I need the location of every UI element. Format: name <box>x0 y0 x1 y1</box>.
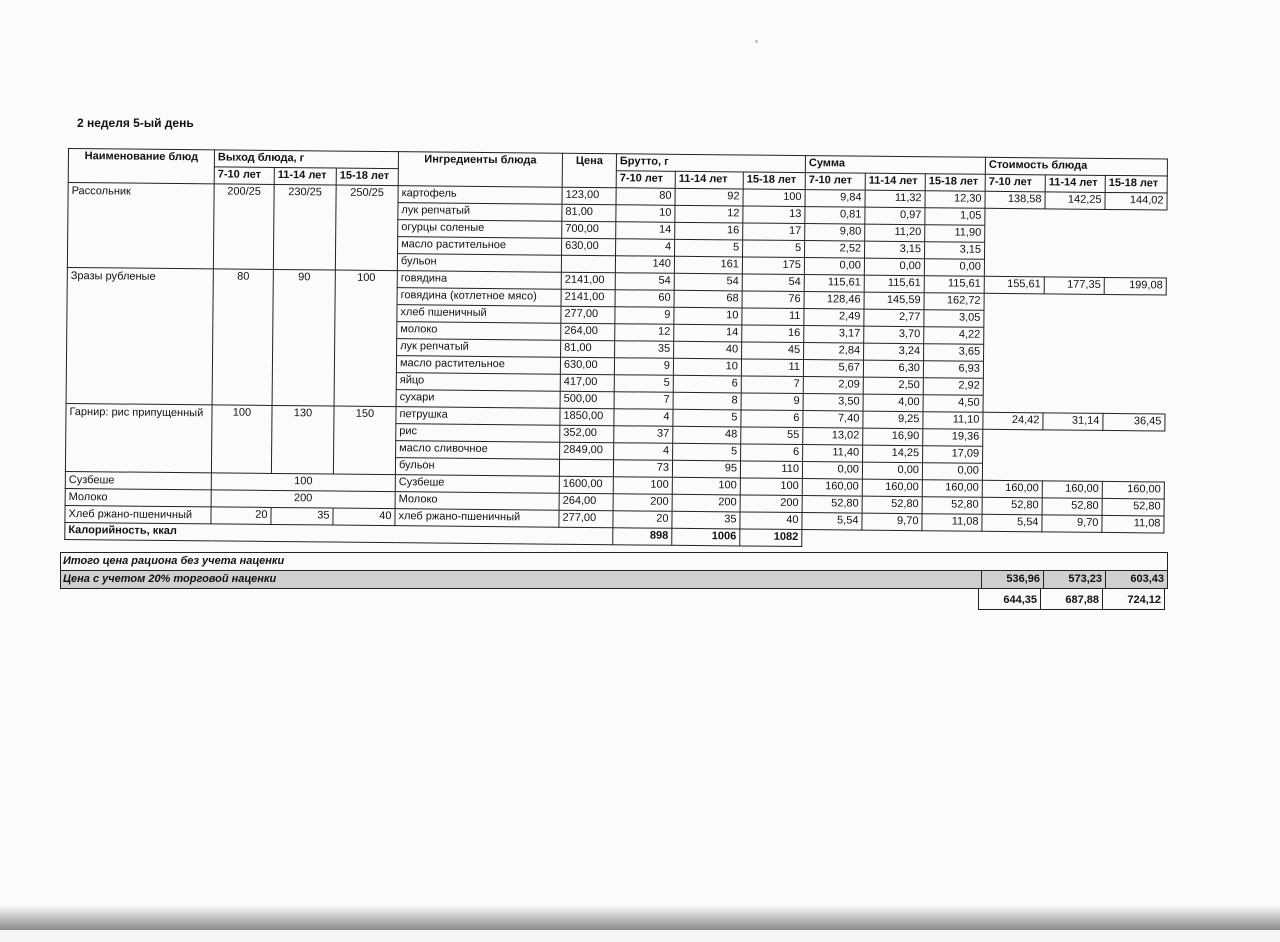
brutto-7-10: 14 <box>616 222 675 240</box>
header-price: Цена <box>562 153 616 188</box>
brutto-15-18: 11 <box>741 359 803 377</box>
dish-cost-7-10: 138,58 <box>985 191 1045 209</box>
ingredient-price: 630,00 <box>562 238 616 256</box>
sum-15-18: 11,90 <box>925 225 985 243</box>
ingredient-name: хлеб ржано-пшеничный <box>395 509 559 528</box>
ingredient-name: картофель <box>398 186 562 205</box>
sum-15-18: 3,65 <box>924 344 984 362</box>
header-brutto-age-7-10: 7-10 лет <box>616 171 675 189</box>
ingredient-name: рис <box>396 424 560 443</box>
brutto-15-18: 40 <box>740 512 802 530</box>
brutto-11-14: 6 <box>673 375 741 393</box>
header-out-age-15-18: 15-18 лет <box>336 168 398 186</box>
brutto-15-18: 54 <box>742 274 804 292</box>
brutto-11-14: 5 <box>673 443 741 461</box>
dish-output-15-18: 250/25 <box>335 185 398 271</box>
ingredient-name: масло растительное <box>398 237 562 256</box>
sum-7-10: 5,54 <box>802 513 862 531</box>
dish-cost-15-18: 199,08 <box>1104 277 1166 295</box>
sum-11-14: 9,70 <box>862 513 922 531</box>
dish-output-15-18: 100 <box>334 270 397 407</box>
dish-cost-7-10: 24,42 <box>983 412 1043 430</box>
brutto-15-18: 76 <box>742 291 804 309</box>
brutto-15-18: 6 <box>741 444 803 462</box>
sum-11-14: 16,90 <box>863 428 923 446</box>
ingredient-price: 352,00 <box>560 425 614 443</box>
brutto-15-18: 9 <box>741 393 803 411</box>
total-markup-15-18: 724,12 <box>1103 589 1165 609</box>
brutto-11-14: 95 <box>672 460 740 478</box>
dish-output-15-18: 150 <box>333 406 396 475</box>
brutto-7-10: 4 <box>616 239 675 257</box>
brutto-11-14: 161 <box>674 256 742 274</box>
ingredient-name: масло растительное <box>396 356 560 375</box>
header-output: Выход блюда, г <box>214 150 398 169</box>
ingredient-name: говядина <box>397 271 561 290</box>
dish-output-7-10: 100 <box>211 405 272 474</box>
brutto-15-18: 17 <box>743 223 805 241</box>
dish-output: 100 <box>211 473 395 492</box>
brutto-11-14: 35 <box>672 511 740 529</box>
dish-cost-11-14: 142,25 <box>1045 192 1105 210</box>
brutto-7-10: 35 <box>615 341 674 359</box>
total-no-markup-15-18: 603,43 <box>1105 571 1167 588</box>
ingredient-price: 2849,00 <box>560 442 614 460</box>
ingredient-price: 264,00 <box>561 323 615 341</box>
header-sum-age-15-18: 15-18 лет <box>925 174 985 192</box>
dish-output-7-10: 200/25 <box>213 184 274 270</box>
sum-7-10: 0,81 <box>805 207 865 225</box>
sum-15-18: 0,00 <box>924 259 984 277</box>
brutto-7-10: 100 <box>613 477 672 495</box>
document-title: 2 неделя 5-ый день <box>77 116 194 130</box>
brutto-7-10: 73 <box>613 460 672 478</box>
brutto-7-10: 200 <box>613 494 672 512</box>
brutto-15-18: 55 <box>741 427 803 445</box>
dish-output-11-14: 230/25 <box>273 184 336 270</box>
header-cost-age-11-14: 11-14 лет <box>1045 175 1105 193</box>
dish-output-15-18: 40 <box>333 508 395 526</box>
ingredient-price: 123,00 <box>562 187 616 205</box>
sum-11-14: 3,70 <box>864 326 924 344</box>
header-dish-name: Наименование блюд <box>68 148 214 183</box>
dish-cost-11-14: 177,35 <box>1044 277 1104 295</box>
sum-11-14: 2,50 <box>863 377 923 395</box>
dish-cost-11-14: 160,00 <box>1042 481 1102 499</box>
dish-output-11-14: 130 <box>271 405 334 474</box>
dish-output-7-10: 80 <box>212 269 273 406</box>
brutto-7-10: 5 <box>614 375 673 393</box>
total-no-markup-values <box>981 571 1167 588</box>
dish-name: Хлеб ржано-пшеничный <box>65 505 211 523</box>
sum-7-10: 9,84 <box>805 190 865 208</box>
dish-cost-7-10: 160,00 <box>982 480 1042 498</box>
sum-7-10: 2,09 <box>803 377 863 395</box>
sum-11-14: 0,97 <box>865 207 925 225</box>
sum-11-14: 9,25 <box>863 411 923 429</box>
brutto-15-18: 200 <box>740 495 802 513</box>
dish-cost-11-14: 31,14 <box>1043 413 1103 431</box>
sum-7-10: 2,84 <box>804 343 864 361</box>
sum-7-10: 2,49 <box>804 309 864 327</box>
brutto-7-10: 140 <box>615 256 674 274</box>
ingredient-price: 2141,00 <box>561 272 615 290</box>
total-no-markup-7-10: 536,96 <box>981 571 1043 588</box>
cost-filler <box>982 429 1164 482</box>
brutto-15-18: 5 <box>743 240 805 258</box>
sum-11-14: 115,61 <box>864 275 924 293</box>
sum-15-18: 6,93 <box>923 361 983 379</box>
brutto-7-10: 4 <box>614 409 673 427</box>
ingredient-price: 277,00 <box>561 306 615 324</box>
dish-cost-11-14: 52,80 <box>1042 498 1102 516</box>
sum-15-18: 12,30 <box>925 191 985 209</box>
sum-15-18: 11,10 <box>923 412 983 430</box>
sum-7-10: 9,80 <box>805 224 865 242</box>
dish-cost-15-18: 11,08 <box>1102 515 1164 533</box>
sum-11-14: 6,30 <box>863 360 923 378</box>
dish-output-11-14: 90 <box>272 269 335 406</box>
sum-7-10: 52,80 <box>802 496 862 514</box>
dish-cost-7-10: 52,80 <box>982 497 1042 515</box>
brutto-15-18: 175 <box>742 257 804 275</box>
brutto-15-18: 45 <box>742 342 804 360</box>
ingredient-price: 417,00 <box>560 374 614 392</box>
brutto-15-18: 7 <box>741 376 803 394</box>
sum-15-18: 1,05 <box>925 208 985 226</box>
brutto-11-14: 40 <box>674 341 742 359</box>
ingredient-price: 81,00 <box>562 204 616 222</box>
dish-cost-11-14: 9,70 <box>1042 515 1102 533</box>
ingredient-price: 264,00 <box>559 493 613 511</box>
sum-11-14: 160,00 <box>862 479 922 497</box>
sum-7-10: 3,50 <box>803 394 863 412</box>
ingredient-name: бульон <box>397 254 561 273</box>
ingredient-name: Молоко <box>395 492 559 511</box>
brutto-7-10: 7 <box>614 392 673 410</box>
sum-7-10: 2,52 <box>805 241 865 259</box>
sum-11-14: 14,25 <box>863 445 923 463</box>
total-markup-values <box>978 588 1165 610</box>
sum-15-18: 19,36 <box>923 429 983 447</box>
brutto-11-14: 68 <box>674 290 742 308</box>
menu-table <box>64 148 1168 551</box>
ingredient-price: 81,00 <box>561 340 615 358</box>
brutto-7-10: 54 <box>615 273 674 291</box>
calories-15-18: 1082 <box>740 529 802 547</box>
sum-15-18: 11,08 <box>922 514 982 532</box>
total-no-markup-label: Итого цена рациона без учета наценки <box>63 555 285 567</box>
ingredient-name: огурцы соленые <box>398 220 562 239</box>
calories-filler <box>802 530 1164 550</box>
ingredient-price: 2141,00 <box>561 289 615 307</box>
ingredient-price: 700,00 <box>562 221 616 239</box>
total-markup-label: Цена с учетом 20% торговой наценки <box>63 573 277 585</box>
brutto-7-10: 9 <box>615 307 674 325</box>
header-sum-age-7-10: 7-10 лет <box>805 173 865 191</box>
sum-7-10: 160,00 <box>802 479 862 497</box>
total-no-markup-11-14: 573,23 <box>1043 571 1105 588</box>
dish-name: Гарнир: рис припущенный <box>65 403 212 472</box>
header-out-age-7-10: 7-10 лет <box>214 167 274 185</box>
sum-7-10: 0,00 <box>802 462 862 480</box>
sum-11-14: 52,80 <box>862 496 922 514</box>
sum-15-18: 4,22 <box>924 327 984 345</box>
brutto-7-10: 37 <box>614 426 673 444</box>
ingredient-name: лук репчатый <box>398 203 562 222</box>
sum-7-10: 13,02 <box>803 428 863 446</box>
ingredient-price: 1600,00 <box>559 476 613 494</box>
sum-15-18: 4,50 <box>923 395 983 413</box>
brutto-15-18: 13 <box>743 206 805 224</box>
brutto-11-14: 200 <box>672 494 740 512</box>
brutto-7-10: 60 <box>615 290 674 308</box>
calories-label: Калорийность, ккал <box>65 522 613 544</box>
sum-15-18: 17,09 <box>923 446 983 464</box>
brutto-7-10: 12 <box>615 324 674 342</box>
brutto-11-14: 14 <box>674 324 742 342</box>
header-cost-age-7-10: 7-10 лет <box>985 174 1045 192</box>
sum-11-14: 4,00 <box>863 394 923 412</box>
sum-11-14: 0,00 <box>864 258 924 276</box>
ingredient-name: Сузбеше <box>395 475 559 494</box>
sum-15-18: 115,61 <box>924 276 984 294</box>
dish-output-11-14: 35 <box>271 507 333 525</box>
header-cost-age-15-18: 15-18 лет <box>1105 175 1167 193</box>
ingredient-name: говядина (котлетное мясо) <box>397 288 561 307</box>
ingredient-name: хлеб пшеничный <box>397 305 561 324</box>
sum-15-18: 52,80 <box>922 497 982 515</box>
ingredient-name: лук репчатый <box>397 339 561 358</box>
sum-7-10: 128,46 <box>804 292 864 310</box>
dish-output: 200 <box>211 490 395 509</box>
brutto-7-10: 80 <box>616 188 675 206</box>
menu-table-body <box>65 148 1168 550</box>
brutto-11-14: 10 <box>674 307 742 325</box>
header-sum: Сумма <box>805 156 985 175</box>
brutto-15-18: 6 <box>741 410 803 428</box>
sum-7-10: 115,61 <box>804 275 864 293</box>
sum-7-10: 5,67 <box>803 360 863 378</box>
brutto-7-10: 9 <box>614 358 673 376</box>
brutto-7-10: 10 <box>616 205 675 223</box>
brutto-11-14: 100 <box>672 477 740 495</box>
dish-cost-15-18: 36,45 <box>1103 413 1165 431</box>
dish-cost-7-10: 5,54 <box>982 514 1042 532</box>
ingredient-price: 500,00 <box>560 391 614 409</box>
calories-7-10: 898 <box>613 528 672 546</box>
ingredient-price: 1850,00 <box>560 408 614 426</box>
sum-11-14: 2,77 <box>864 309 924 327</box>
sum-15-18: 3,15 <box>924 242 984 260</box>
brutto-11-14: 16 <box>675 222 743 240</box>
ingredient-name: сухари <box>396 390 560 409</box>
calories-11-14: 1006 <box>672 528 740 546</box>
header-ingredients: Ингредиенты блюда <box>398 152 562 188</box>
ingredient-name: бульон <box>395 458 559 477</box>
sum-15-18: 3,05 <box>924 310 984 328</box>
sum-11-14: 145,59 <box>864 292 924 310</box>
sum-11-14: 3,24 <box>864 343 924 361</box>
header-cost: Стоимость блюда <box>985 157 1167 176</box>
header-brutto-age-11-14: 11-14 лет <box>675 171 743 189</box>
brutto-11-14: 10 <box>673 358 741 376</box>
dish-name: Сузбеше <box>65 471 211 489</box>
dish-name: Рассольник <box>67 182 214 268</box>
header-brutto-age-15-18: 15-18 лет <box>743 172 805 190</box>
ingredient-name: яйцо <box>396 373 560 392</box>
sum-15-18: 0,00 <box>922 463 982 481</box>
dish-cost-15-18: 52,80 <box>1102 498 1164 516</box>
dish-cost-15-18: 160,00 <box>1102 481 1164 499</box>
dish-cost-7-10: 155,61 <box>984 276 1044 294</box>
brutto-11-14: 8 <box>673 392 741 410</box>
ingredient-price <box>561 255 615 273</box>
brutto-11-14: 12 <box>675 205 743 223</box>
header-sum-age-11-14: 11-14 лет <box>865 173 925 191</box>
brutto-15-18: 100 <box>743 189 805 207</box>
ingredient-name: молоко <box>397 322 561 341</box>
brutto-11-14: 5 <box>673 409 741 427</box>
sum-11-14: 11,20 <box>865 224 925 242</box>
cost-filler <box>984 208 1167 278</box>
sum-7-10: 0,00 <box>804 258 864 276</box>
total-markup-11-14: 687,88 <box>1041 589 1103 609</box>
totals-block <box>60 552 1168 589</box>
header-brutto: Брутто, г <box>616 154 805 173</box>
brutto-11-14: 48 <box>673 426 741 444</box>
ingredient-name: петрушка <box>396 407 560 426</box>
sum-7-10: 3,17 <box>804 326 864 344</box>
ingredient-name: масло сливочное <box>396 441 560 460</box>
ingredient-price: 277,00 <box>559 510 613 528</box>
dish-output-7-10: 20 <box>211 507 271 525</box>
sum-15-18: 2,92 <box>923 378 983 396</box>
sum-15-18: 160,00 <box>922 480 982 498</box>
dish-cost-15-18: 144,02 <box>1105 192 1167 210</box>
total-no-markup-row <box>60 552 1168 571</box>
sum-15-18: 162,72 <box>924 293 984 311</box>
brutto-15-18: 11 <box>742 308 804 326</box>
sum-11-14: 11,32 <box>865 190 925 208</box>
brutto-15-18: 100 <box>740 478 802 496</box>
cost-filler <box>983 293 1166 414</box>
brutto-11-14: 5 <box>675 239 743 257</box>
total-markup-7-10: 644,35 <box>979 589 1041 609</box>
dish-name: Молоко <box>65 488 211 506</box>
brutto-11-14: 54 <box>674 273 742 291</box>
brutto-7-10: 20 <box>613 511 672 529</box>
sum-11-14: 3,15 <box>864 241 924 259</box>
brutto-15-18: 16 <box>742 325 804 343</box>
dish-name: Зразы рубленые <box>66 267 213 404</box>
brutto-7-10: 4 <box>614 443 673 461</box>
header-out-age-11-14: 11-14 лет <box>274 167 336 185</box>
ingredient-price <box>559 459 613 477</box>
brutto-15-18: 110 <box>740 461 802 479</box>
sum-7-10: 7,40 <box>803 411 863 429</box>
sum-7-10: 11,40 <box>803 445 863 463</box>
sum-11-14: 0,00 <box>862 462 922 480</box>
total-markup-row <box>60 571 1168 589</box>
ingredient-price: 630,00 <box>560 357 614 375</box>
brutto-11-14: 92 <box>675 188 743 206</box>
